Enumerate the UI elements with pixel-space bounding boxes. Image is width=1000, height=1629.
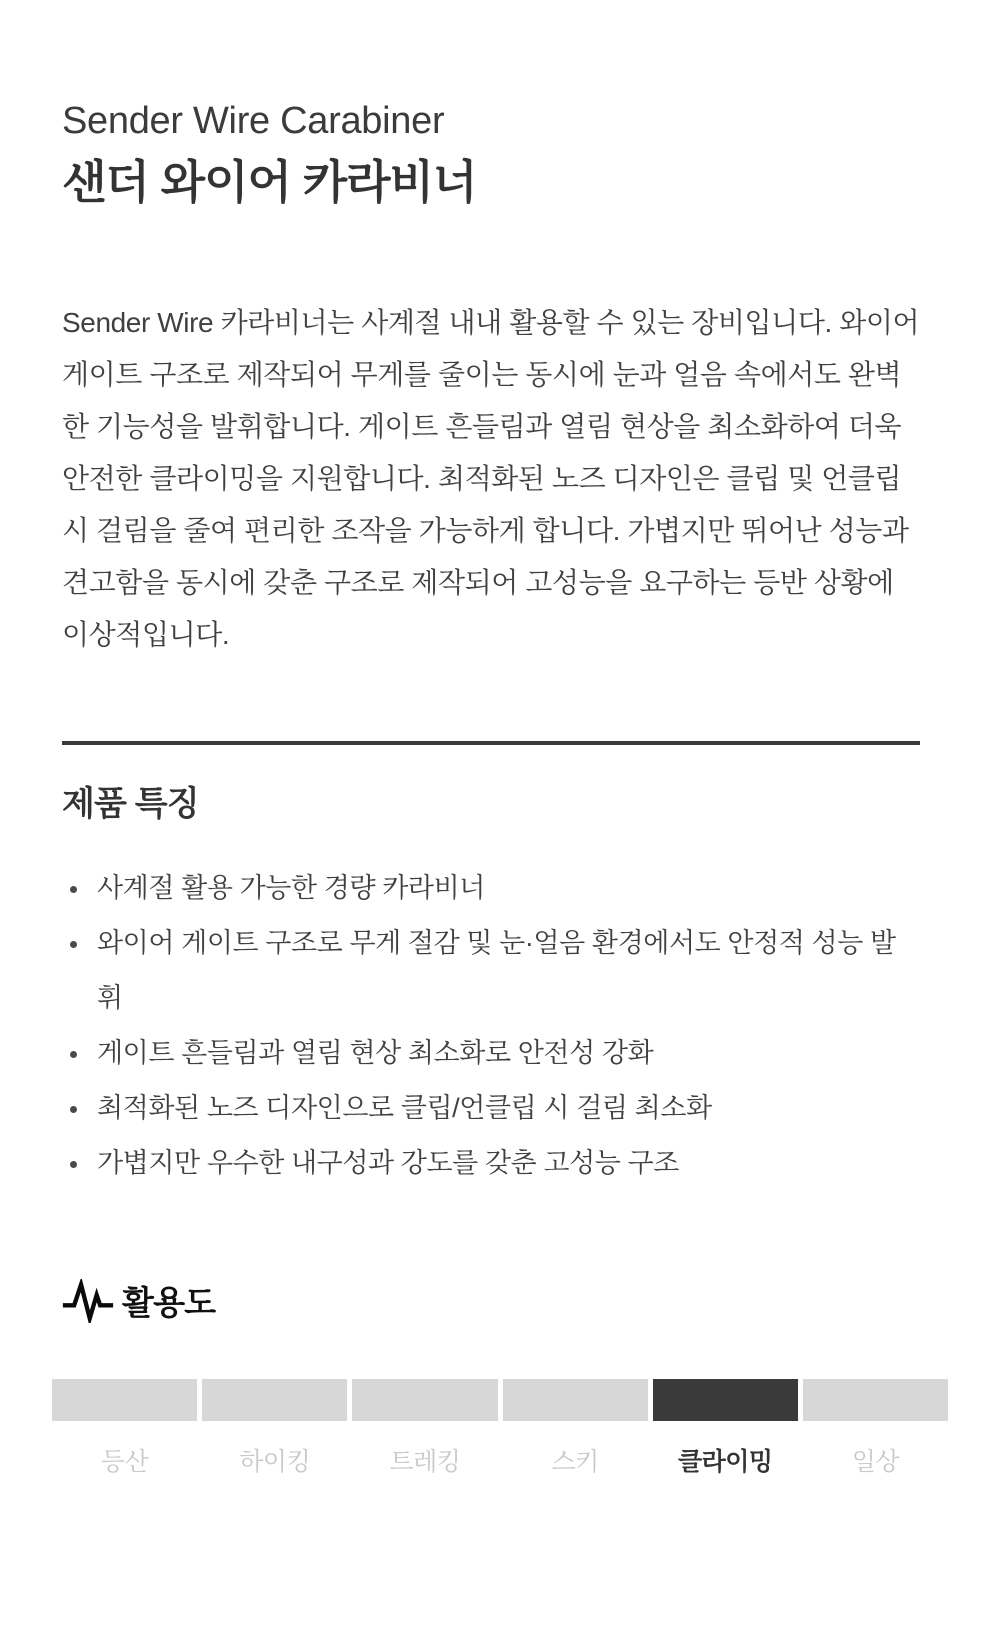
usage-label-climbing-active: 클라이밍 — [677, 1448, 773, 1476]
bullet-icon — [70, 1051, 77, 1058]
usage-label-daily: 일상 — [851, 1448, 900, 1476]
bullet-icon — [70, 886, 77, 893]
usage-segment-trekking — [352, 1379, 497, 1421]
bullet-icon — [70, 941, 77, 948]
product-title-en: Sender Wire Carabiner — [62, 100, 445, 142]
feature-item — [62, 861, 920, 916]
feature-item — [62, 1026, 920, 1081]
feature-text: 와이어 게이트 구조로 무게 절감 및 눈·얼음 환경에서도 안정적 성능 발휘 — [97, 928, 896, 1013]
product-detail-page — [0, 97, 1000, 1629]
feature-item — [62, 916, 920, 1026]
usage-label-mountaineering: 등산 — [100, 1448, 149, 1476]
product-title-ko: 샌더 와이어 카라비너 — [62, 156, 477, 208]
bullet-icon — [70, 1161, 77, 1168]
content-column — [0, 97, 1000, 1324]
usage-segment-climbing-active — [653, 1379, 798, 1421]
usage-meter — [0, 1379, 1000, 1478]
usage-label-hiking: 하이킹 — [239, 1448, 311, 1476]
bullet-icon — [70, 1106, 77, 1113]
usage-heading-row — [62, 1277, 920, 1324]
feature-item — [62, 1136, 920, 1191]
feature-list — [62, 861, 920, 1191]
usage-segment-ski — [503, 1379, 648, 1421]
usage-labels — [52, 1446, 948, 1478]
feature-item — [62, 1081, 920, 1136]
usage-heading: 활용도 — [122, 1284, 216, 1321]
usage-bar — [52, 1379, 948, 1421]
usage-label-trekking: 트레킹 — [389, 1448, 461, 1476]
usage-segment-daily — [803, 1379, 948, 1421]
usage-segment-mountaineering — [52, 1379, 197, 1421]
features-heading: 제품 특징 — [62, 785, 199, 823]
feature-text: 최적화된 노즈 디자인으로 클립/언클립 시 걸림 최소화 — [97, 1093, 712, 1123]
usage-segment-hiking — [202, 1379, 347, 1421]
feature-text: 사계절 활용 가능한 경량 카라비너 — [97, 873, 485, 903]
feature-text: 가볍지만 우수한 내구성과 강도를 갖춘 고성능 구조 — [97, 1148, 679, 1178]
section-divider — [62, 741, 920, 745]
feature-text: 게이트 흔들림과 열림 현상 최소화로 안전성 강화 — [97, 1038, 654, 1068]
pulse-icon — [62, 1279, 114, 1323]
product-description: Sender Wire 카라비너는 사계절 내내 활용할 수 있는 장비입니다. 와이어 게이트 구조로 제작되어 무게를 줄이는 동시에 눈과 얼음 속에서도 완벽한 기능성을 발휘합니다. 게이트 흔들림과 열림 현상을 최소화하여 더욱 안전한 클라이밍을 지원합니다. 최적화된 노즈 디자인은 클립 및 언클립 시 걸림을 줄여 편리한 조작을 가능하게 합니다. 가볍지만 뛰어난 성능과 견고함을 동시에 갖춘 구조로 제작되어 고성능을 요구하는 등반 상황에 이상적입니다. — [62, 307, 920, 650]
usage-label-ski: 스키 — [551, 1448, 599, 1476]
